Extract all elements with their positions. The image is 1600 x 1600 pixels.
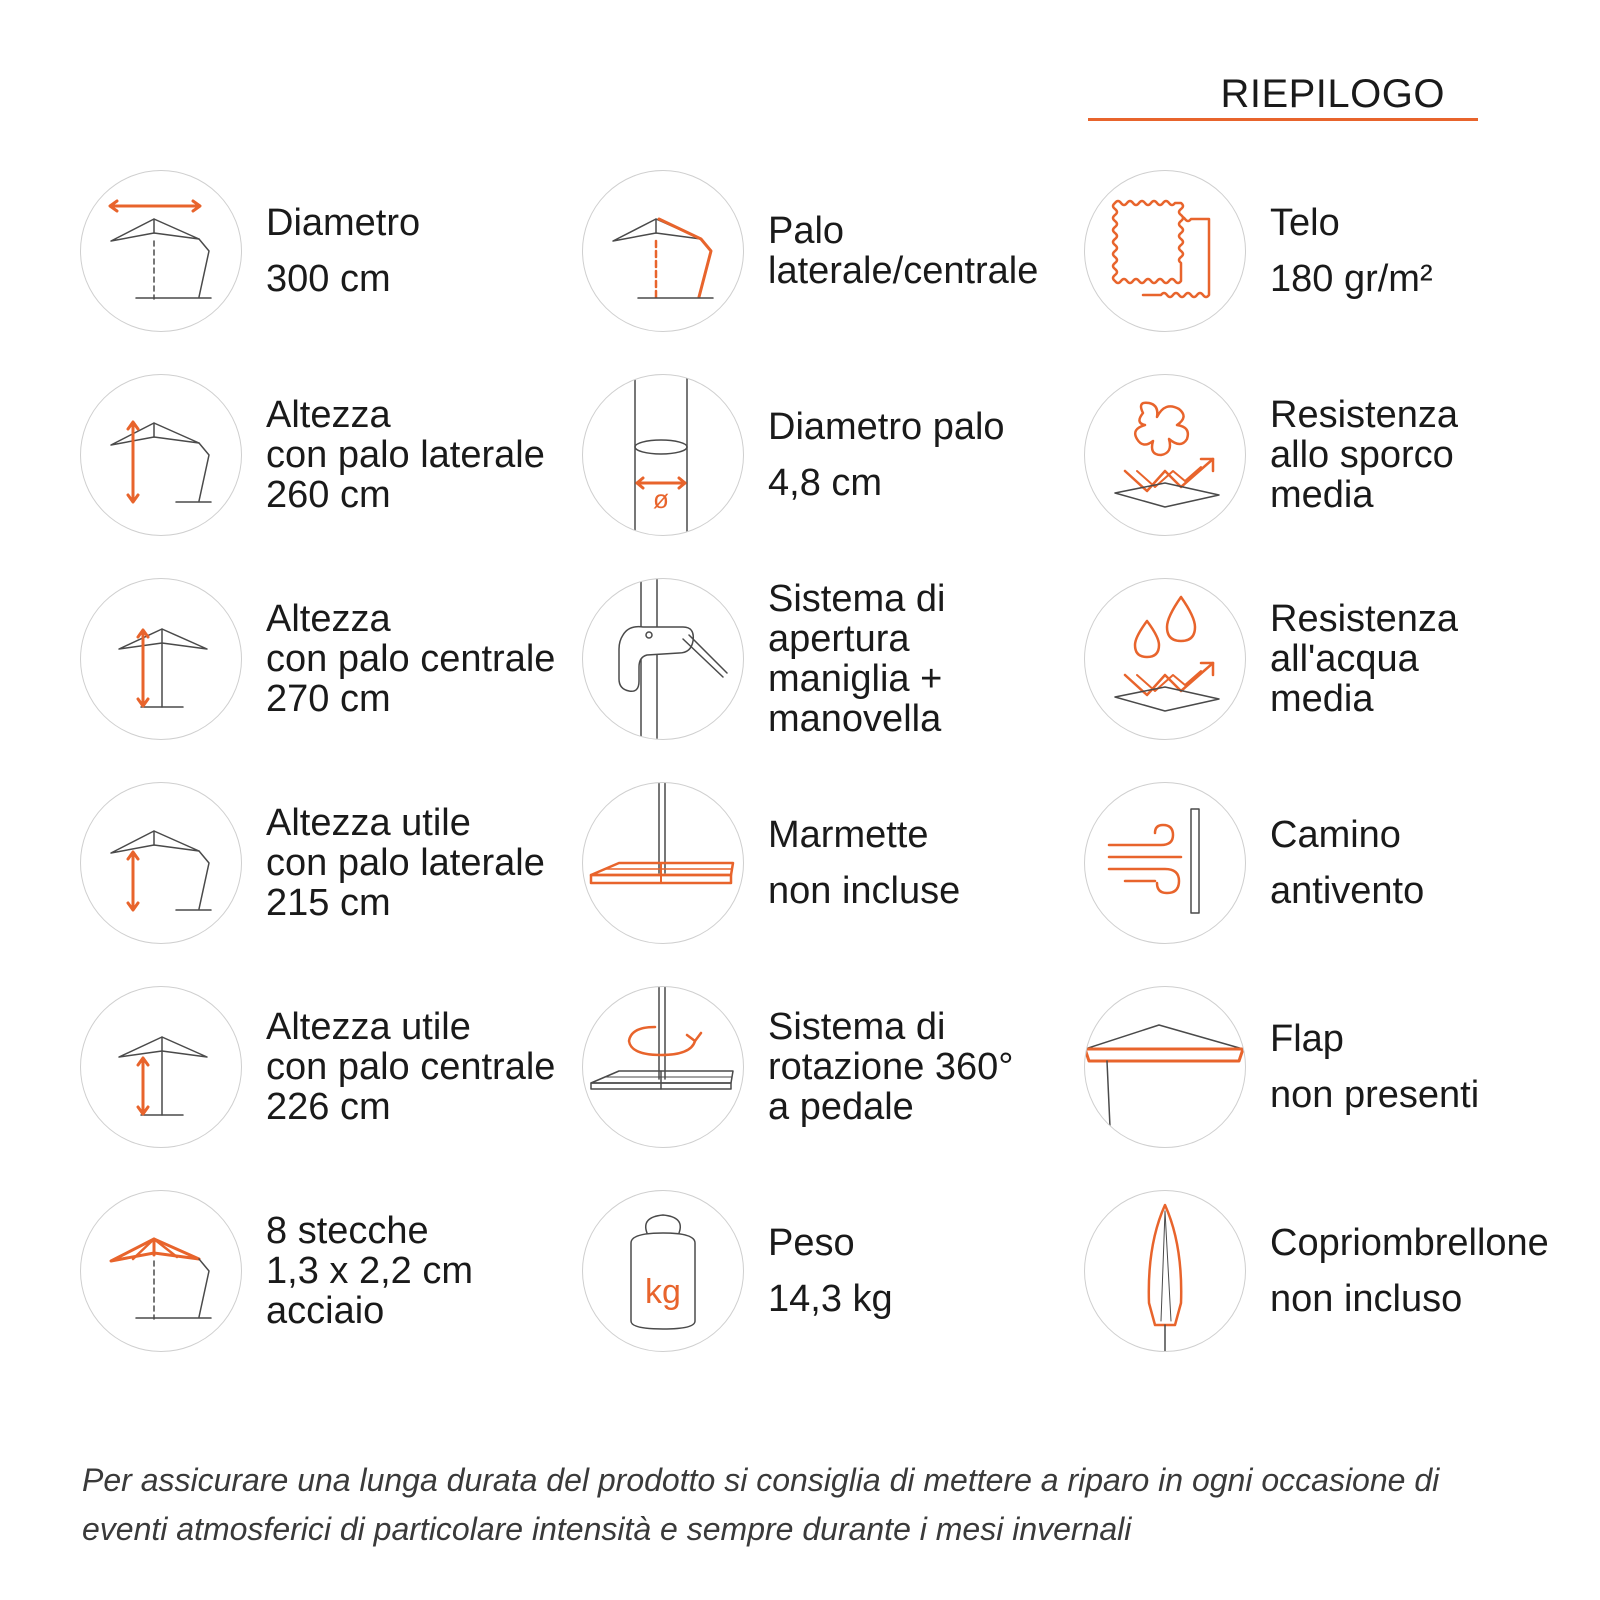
feature-cover [1084,1190,1584,1360]
feature-usable-height-side [80,782,580,952]
feature-text [768,170,1038,332]
umbrella-diameter-icon [80,170,242,332]
feature-label: apertura [768,618,910,660]
height-side-pole-icon [80,374,242,536]
feature-label: Peso [768,1222,855,1264]
wind-vent-icon [1084,782,1246,944]
feature-value: 226 cm [266,1086,391,1128]
feature-value: non incluso [1270,1278,1463,1320]
feature-label: Altezza utile [266,802,471,844]
feature-pole-type [582,170,1082,340]
feature-usable-height-center [80,986,580,1156]
feature-text [768,374,1005,536]
feature-text [1270,986,1479,1148]
usable-height-side-pole-icon [80,782,242,944]
pole-diameter-icon [582,374,744,536]
feature-weight [582,1190,1082,1360]
feature-label: con palo centrale [266,1046,556,1088]
feature-label: Altezza utile [266,1006,471,1048]
feature-text [1270,374,1458,536]
feature-height-center [80,578,580,748]
feature-fabric [1084,170,1584,340]
feature-label: con palo centrale [266,638,556,680]
feature-value: laterale/centrale [768,250,1039,292]
feature-label: Altezza [266,394,391,436]
summary-title: RIEPILOGO [1220,72,1445,116]
feature-label: Sistema di [768,1006,946,1048]
feature-text [768,1190,893,1352]
rotation-360-icon [582,986,744,1148]
feature-text [266,782,545,944]
base-tiles-icon [582,782,744,944]
feature-text [1270,170,1433,332]
feature-value: 260 cm [266,474,391,516]
feature-label: con palo laterale [266,842,545,884]
feature-label: Resistenza [1270,598,1458,640]
feature-label: Marmette [768,814,929,856]
feature-height-side [80,374,580,544]
feature-text [266,1190,473,1352]
flap-icon [1084,986,1246,1148]
feature-label: Altezza [266,598,391,640]
feature-label: all'acqua [1270,638,1419,680]
feature-value: antivento [1270,870,1425,912]
feature-opening-system [582,578,1082,748]
feature-value: non presenti [1270,1074,1480,1116]
summary-title-underline [1088,118,1478,121]
feature-dirt-resistance [1084,374,1584,544]
feature-text [768,782,960,944]
feature-value: 4,8 cm [768,462,883,504]
feature-text [1270,782,1424,944]
feature-label: Diametro palo [768,406,1005,448]
dirt-resistance-icon [1084,374,1246,536]
feature-value: manovella [768,698,942,740]
feature-pole-diameter [582,374,1082,544]
feature-label: con palo laterale [266,434,545,476]
feature-label: Palo [768,210,845,252]
care-note [82,1456,1522,1554]
feature-text [768,986,1013,1148]
feature-label: Copriombrellone [1270,1222,1549,1264]
feature-text [768,578,945,740]
feature-value: acciaio [266,1290,385,1332]
feature-base-tiles [582,782,1082,952]
feature-wind-vent [1084,782,1584,952]
feature-value: a pedale [768,1086,914,1128]
feature-label: maniglia + [768,658,943,700]
ribs-icon [80,1190,242,1352]
care-note-line: eventi atmosferici di particolare intensità e sempre durante i mesi invernali [82,1511,1132,1547]
feature-text [266,374,545,536]
feature-rotation-system [582,986,1082,1156]
weight-icon [582,1190,744,1352]
feature-value: media [1270,474,1374,516]
feature-label: 8 stecche [266,1210,429,1252]
water-resistance-icon [1084,578,1246,740]
feature-ribs [80,1190,580,1360]
feature-label: allo sporco [1270,434,1454,476]
feature-label: Flap [1270,1018,1344,1060]
feature-text [266,170,420,332]
usable-height-center-pole-icon [80,986,242,1148]
feature-label: Camino [1270,814,1401,856]
height-center-pole-icon [80,578,242,740]
feature-value: 215 cm [266,882,391,924]
care-note-line: Per assicurare una lunga durata del prodotto si consiglia di mettere a riparo in ogni occasione di [82,1462,1440,1498]
feature-label: rotazione 360° [768,1046,1014,1088]
feature-text [266,986,555,1148]
feature-text [1270,578,1458,740]
feature-label: Resistenza [1270,394,1458,436]
feature-water-resistance [1084,578,1584,748]
feature-value: media [1270,678,1374,720]
fabric-icon [1084,170,1246,332]
feature-value: 300 cm [266,258,391,300]
cover-icon [1084,1190,1246,1352]
feature-value: 270 cm [266,678,391,720]
feature-value: non incluse [768,870,961,912]
svg-text:kg: kg [645,1273,681,1311]
feature-value: 14,3 kg [768,1278,893,1320]
feature-text [1270,1190,1549,1352]
feature-label: 1,3 x 2,2 cm [266,1250,473,1292]
feature-diameter [80,170,580,340]
feature-flap [1084,986,1584,1156]
feature-label: Diametro [266,202,421,244]
feature-text [266,578,555,740]
feature-label: Telo [1270,202,1340,244]
side-center-pole-icon [582,170,744,332]
svg-text:ø: ø [653,484,669,514]
handle-crank-icon [582,578,744,740]
feature-value: 180 gr/m² [1270,258,1433,300]
feature-label: Sistema di [768,578,946,620]
